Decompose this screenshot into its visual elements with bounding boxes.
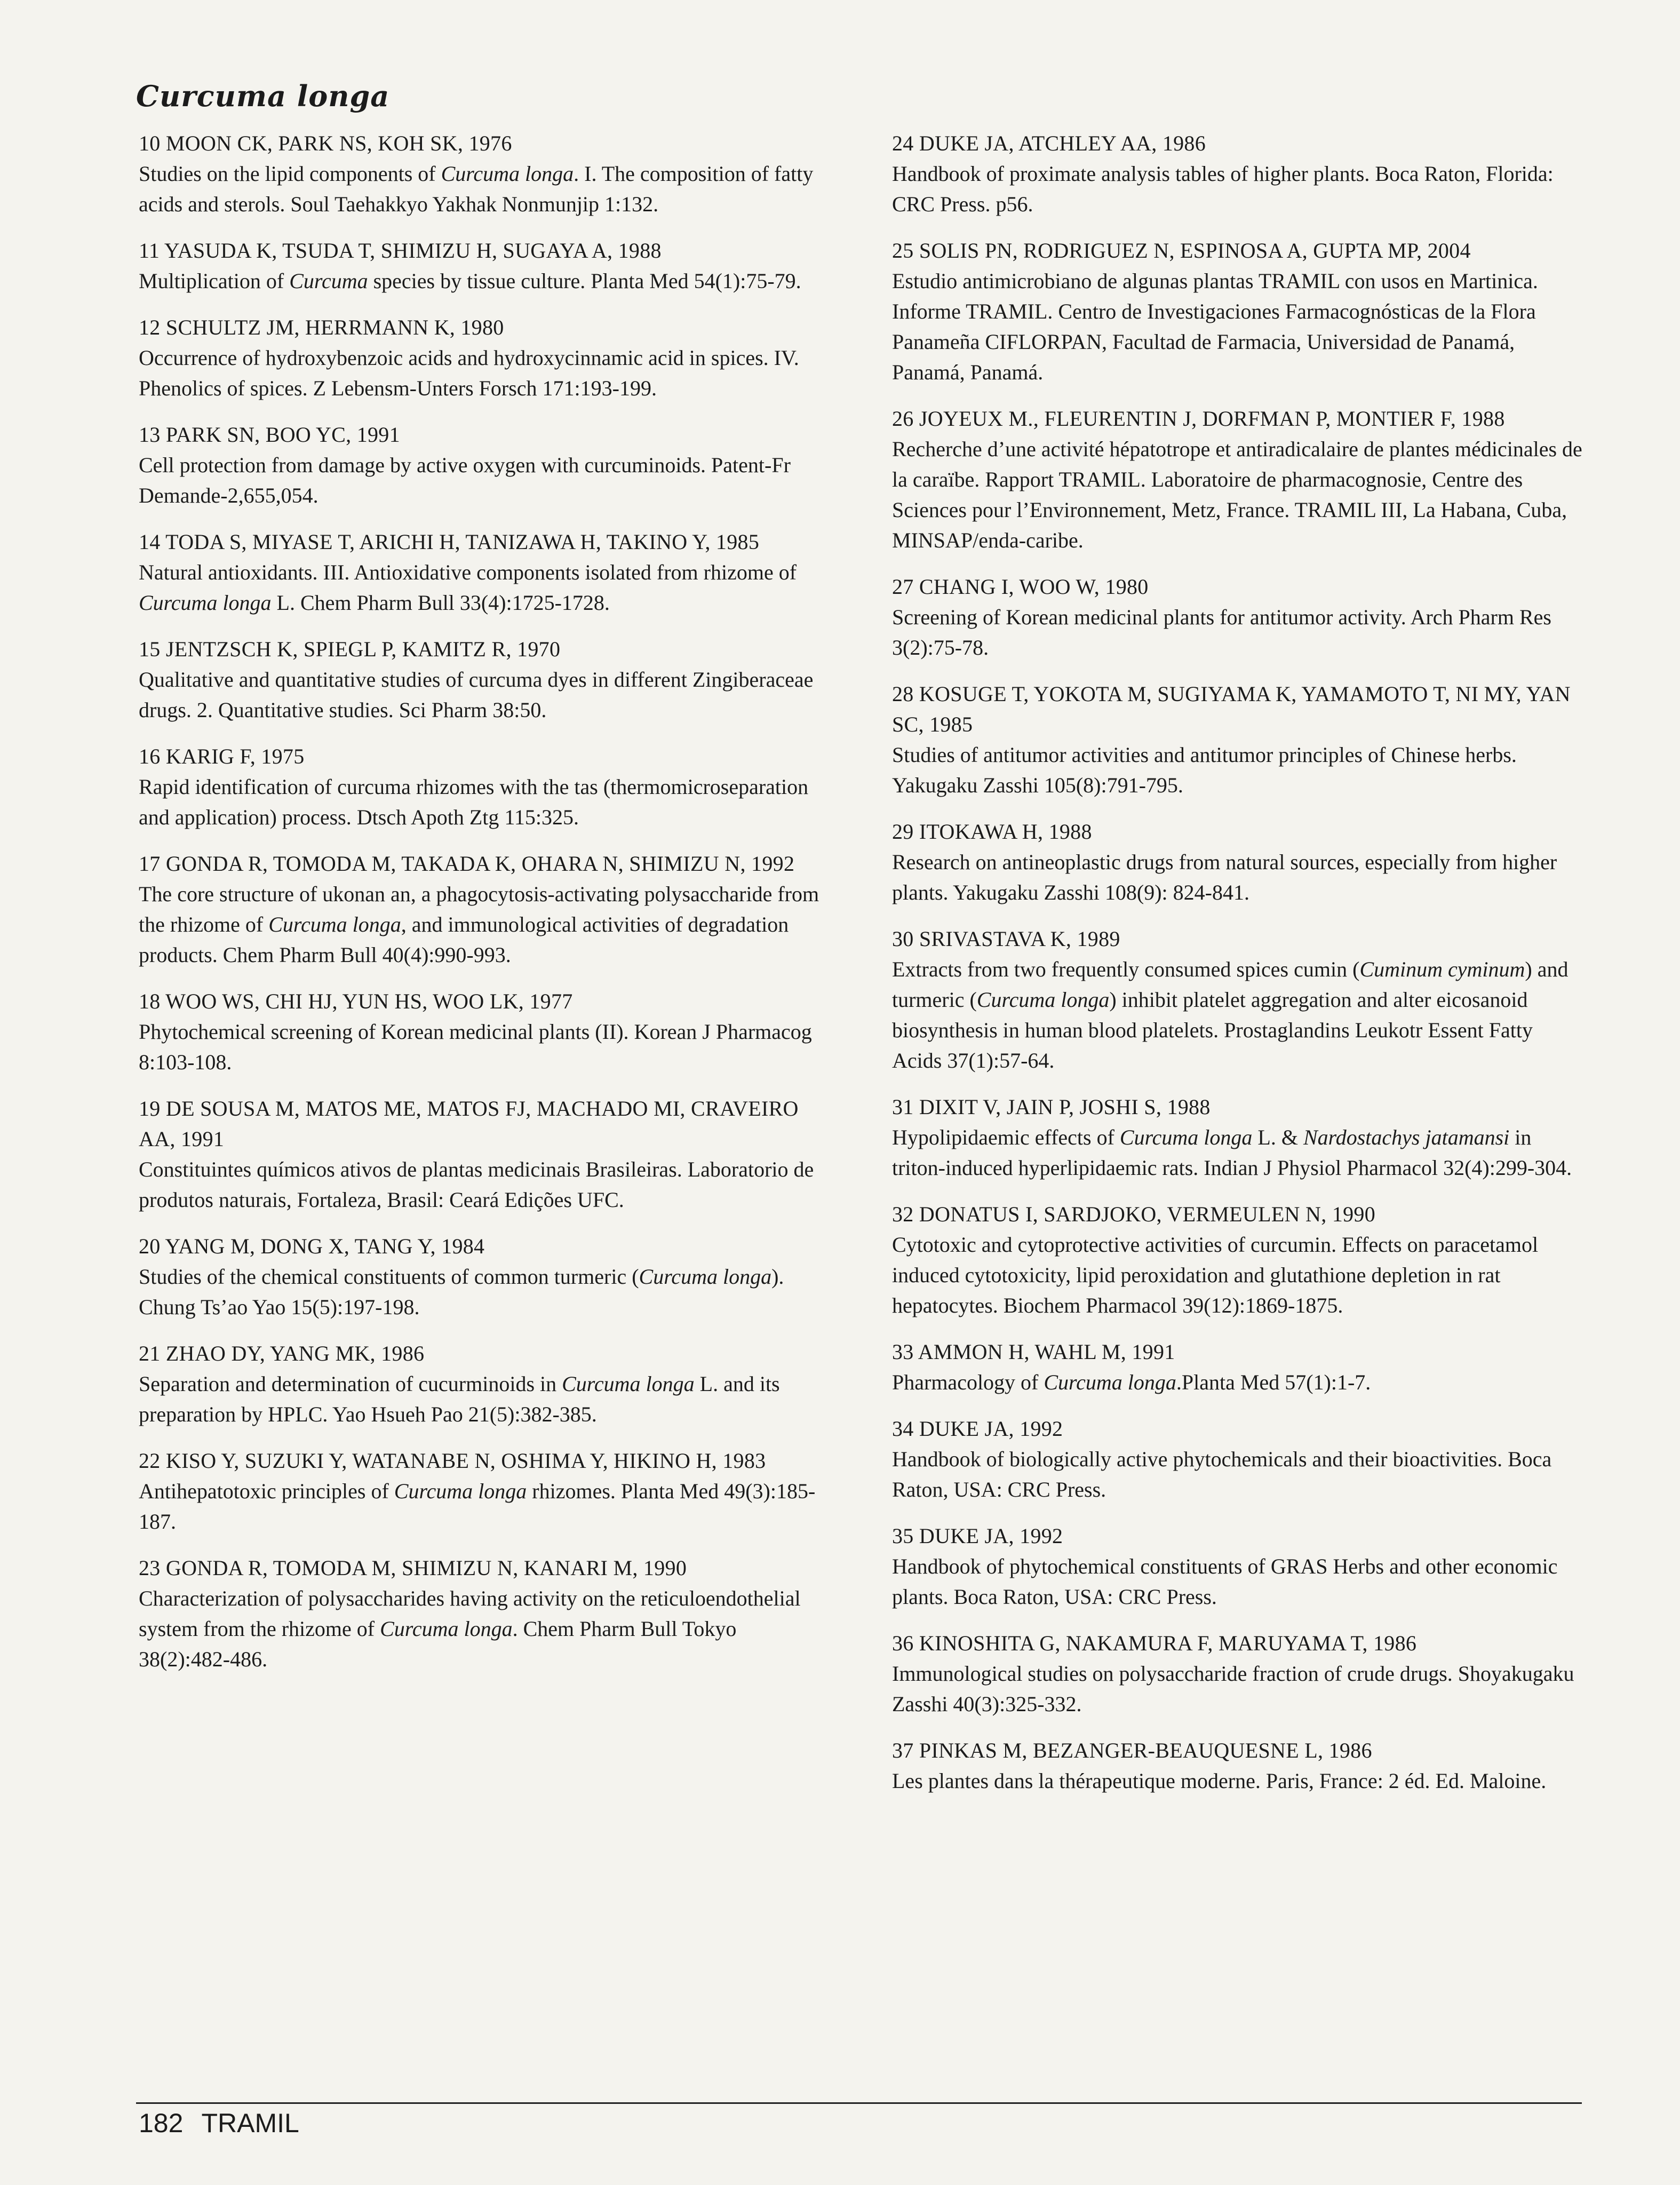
citation-text: Immunological studies on polysaccharide fraction of crude drugs. Shoyakugaku Zasshi 40(3):325-332. <box>892 1662 1574 1716</box>
reference-authors: 11 YASUDA K, TSUDA T, SHIMIZU H, SUGAYA A, 1988 <box>139 239 662 263</box>
reference-entry <box>892 1735 1586 1796</box>
reference-authors: 34 DUKE JA, 1992 <box>892 1417 1063 1441</box>
citation-text: Phytochemical screening of Korean medicinal plants (II). Korean J Pharmacog 8:103-108. <box>139 1020 812 1074</box>
reference-citation <box>892 1658 1586 1719</box>
reference-authors: 25 SOLIS PN, RODRIGUEZ N, ESPINOSA A, GUPTA MP, 2004 <box>892 239 1471 263</box>
citation-text: ) and turmeric ( <box>892 957 1568 1012</box>
citation-text: Recherche d’une activité hépatotrope et antiradicalaire de plantes médicinales de la caraïbe. Rapport TRAMIL. Laboratoire de pharmacognosie, Centre des Sciences pour l’Environnement, Metz, France. TRAMIL III, La Habana, Cuba, MINSAP/enda-caribe. <box>892 437 1582 552</box>
citation-text: L. Chem Pharm Bull 33(4):1725-1728. <box>271 591 610 615</box>
reference-authors: 33 AMMON H, WAHL M, 1991 <box>892 1340 1175 1364</box>
species-name: Curcuma longa <box>268 912 401 936</box>
citation-text: ) inhibit platelet aggregation and alter eicosanoid biosynthesis in human blood platelets. Prostaglandins Leukotr Essent Fatty Acids 37(1):57-64. <box>892 988 1533 1072</box>
reference-citation <box>892 1766 1586 1796</box>
reference-entry <box>892 1413 1586 1505</box>
citation-text: in triton-induced hyperlipidaemic rats. Indian J Physiol Pharmacol 32(4):299-304. <box>892 1125 1572 1180</box>
reference-citation <box>139 266 832 296</box>
citation-text: ). Chung Ts’ao Yao 15(5):197-198. <box>139 1265 784 1319</box>
reference-entry <box>139 1338 832 1429</box>
citation-text: Estudio antimicrobiano de algunas plantas TRAMIL con usos en Martinica. Informe TRAMIL. Centro de Investigaciones Farmacognósticas de la Flora Panameña CIFLORPAN, Facultad de Farmacia, Universidad de Panamá, Panamá, Panamá. <box>892 269 1538 384</box>
citation-text: Hypolipidaemic effects of <box>892 1125 1120 1149</box>
species-name: Nardostachys jatamansi <box>1303 1125 1510 1149</box>
reference-citation <box>139 1261 832 1322</box>
reference-citation <box>139 772 832 832</box>
reference-entry <box>139 741 832 832</box>
citation-text: Pharmacology of <box>892 1370 1044 1394</box>
reference-citation <box>892 1444 1586 1505</box>
reference-entry <box>139 312 832 403</box>
reference-citation <box>139 343 832 403</box>
reference-authors: 18 WOO WS, CHI HJ, YUN HS, WOO LK, 1977 <box>139 989 573 1013</box>
running-head: Curcuma longa <box>136 79 390 113</box>
citation-text: Rapid identification of curcuma rhizomes with the tas (thermomicroseparation and application) process. Dtsch Apoth Ztg 115:325. <box>139 775 809 829</box>
reference-authors: 35 DUKE JA, 1992 <box>892 1524 1063 1548</box>
species-name: Curcuma longa <box>139 591 272 615</box>
species-name: Curcuma longa <box>1119 1125 1253 1149</box>
citation-text: rhizomes. Planta Med 49(3):185-187. <box>139 1479 816 1534</box>
reference-citation <box>892 1229 1586 1321</box>
reference-entry <box>139 235 832 296</box>
citation-text: Studies of antitumor activities and antitumor principles of Chinese herbs. Yakugaku Zasshi 105(8):791-795. <box>892 743 1517 797</box>
reference-entry <box>892 403 1586 555</box>
species-name: Curcuma longa <box>639 1265 772 1289</box>
reference-citation <box>139 557 832 618</box>
reference-entry <box>892 1521 1586 1612</box>
citation-text: Multiplication of <box>139 269 290 293</box>
reference-authors: 24 DUKE JA, ATCHLEY AA, 1986 <box>892 131 1206 155</box>
reference-entry <box>892 1628 1586 1719</box>
reference-citation <box>139 1154 832 1215</box>
citation-text: Les plantes dans la thérapeutique moderne. Paris, France: 2 éd. Ed. Maloine. <box>892 1769 1547 1793</box>
reference-citation <box>892 954 1586 1076</box>
reference-entry <box>139 1553 832 1674</box>
citation-text: Studies on the lipid components of <box>139 162 441 186</box>
reference-authors: 12 SCHULTZ JM, HERRMANN K, 1980 <box>139 315 504 339</box>
citation-text: The core structure of ukonan an, a phagocytosis-activating polysaccharide from the rhizome of <box>139 882 819 936</box>
reference-authors: 36 KINOSHITA G, NAKAMURA F, MARUYAMA T, 1986 <box>892 1631 1417 1655</box>
reference-citation <box>892 847 1586 908</box>
citation-text: species by tissue culture. Planta Med 54(1):75-79. <box>368 269 801 293</box>
citation-text: Handbook of phytochemical constituents of GRAS Herbs and other economic plants. Boca Raton, USA: CRC Press. <box>892 1554 1558 1609</box>
reference-citation <box>892 434 1586 555</box>
reference-citation <box>892 740 1586 800</box>
species-name: Curcuma longa <box>380 1617 513 1641</box>
reference-entry <box>892 571 1586 663</box>
species-name: Curcuma longa <box>1044 1370 1176 1394</box>
citation-text: Cell protection from damage by active oxygen with curcuminoids. Patent-Fr Demande-2,655,054. <box>139 453 791 507</box>
reference-authors: 37 PINKAS M, BEZANGER-BEAUQUESNE L, 1986 <box>892 1738 1372 1762</box>
reference-entry <box>139 1231 832 1322</box>
species-name: Curcuma longa <box>562 1372 695 1396</box>
reference-authors: 27 CHANG I, WOO W, 1980 <box>892 575 1149 599</box>
citation-text: Antihepatotoxic principles of <box>139 1479 394 1503</box>
citation-text: Separation and determination of cucurminoids in <box>139 1372 562 1396</box>
reference-entry <box>892 1199 1586 1321</box>
reference-citation <box>139 879 832 970</box>
reference-entry <box>139 1093 832 1215</box>
reference-authors: 13 PARK SN, BOO YC, 1991 <box>139 423 400 447</box>
species-name: Curcuma <box>289 269 368 293</box>
reference-citation <box>892 266 1586 387</box>
reference-citation <box>892 602 1586 663</box>
citation-text: Occurrence of hydroxybenzoic acids and hydroxycinnamic acid in spices. IV. Phenolics of spices. Z Lebensm-Unters Forsch 171:193-199. <box>139 346 799 400</box>
reference-authors: 23 GONDA R, TOMODA M, SHIMIZU N, KANARI M, 1990 <box>139 1556 687 1580</box>
reference-entry <box>892 128 1586 219</box>
citation-text: Screening of Korean medicinal plants for antitumor activity. Arch Pharm Res 3(2):75-78. <box>892 605 1551 660</box>
reference-column-left <box>139 128 832 1690</box>
citation-text: Handbook of proximate analysis tables of higher plants. Boca Raton, Florida: CRC Press. p56. <box>892 162 1554 216</box>
reference-citation <box>139 450 832 511</box>
reference-entry <box>139 634 832 725</box>
reference-authors: 17 GONDA R, TOMODA M, TAKADA K, OHARA N, SHIMIZU N, 1992 <box>139 852 795 876</box>
reference-authors: 20 YANG M, DONG X, TANG Y, 1984 <box>139 1234 485 1258</box>
reference-authors: 32 DONATUS I, SARDJOKO, VERMEULEN N, 1990 <box>892 1202 1376 1226</box>
citation-text: Characterization of polysaccharides having activity on the reticuloendothelial system from the rhizome of <box>139 1586 801 1641</box>
reference-authors: 16 KARIG F, 1975 <box>139 744 305 768</box>
page-number: 182 <box>139 2108 184 2138</box>
reference-citation <box>892 158 1586 219</box>
citation-text: Handbook of biologically active phytochemicals and their bioactivities. Boca Raton, USA: CRC Press. <box>892 1447 1552 1501</box>
footer-rule <box>136 2102 1582 2104</box>
species-name: Curcuma longa <box>394 1479 527 1503</box>
reference-citation <box>892 1122 1586 1183</box>
reference-entry <box>139 128 832 219</box>
reference-authors: 21 ZHAO DY, YANG MK, 1986 <box>139 1341 425 1365</box>
citation-text: . I. The composition of fatty acids and sterols. Soul Taehakkyo Yakhak Nonmunjip 1:132. <box>139 162 814 216</box>
reference-entry <box>139 848 832 970</box>
citation-text: , and immunological activities of degradation products. Chem Pharm Bull 40(4):990-993. <box>139 912 789 967</box>
reference-authors: 10 MOON CK, PARK NS, KOH SK, 1976 <box>139 131 512 155</box>
reference-entry <box>139 527 832 618</box>
reference-citation <box>892 1551 1586 1612</box>
species-name: Curcuma longa <box>441 162 574 186</box>
reference-citation <box>139 664 832 725</box>
reference-entry <box>892 816 1586 908</box>
citation-text: . Chem Pharm Bull Tokyo 38(2):482-486. <box>139 1617 737 1671</box>
citation-text: L. & <box>1252 1125 1303 1149</box>
reference-citation <box>892 1367 1586 1397</box>
reference-citation <box>139 1016 832 1077</box>
reference-entry <box>139 419 832 511</box>
reference-authors: 14 TODA S, MIYASE T, ARICHI H, TANIZAWA H, TAKINO Y, 1985 <box>139 530 760 554</box>
citation-text: Research on antineoplastic drugs from natural sources, especially from higher plants. Yakugaku Zasshi 108(9): 824-841. <box>892 850 1557 904</box>
citation-text: Cytotoxic and cytoprotective activities of curcumin. Effects on paracetamol induced cytotoxicity, lipid peroxidation and glutathione depletion in rat hepatocytes. Biochem Pharmacol 39(12):1869-1875. <box>892 1233 1539 1317</box>
reference-citation <box>139 1476 832 1537</box>
page-footer <box>139 2108 317 2139</box>
reference-entry <box>892 1092 1586 1183</box>
citation-text: Natural antioxidants. III. Antioxidative components isolated from rhizome of <box>139 560 797 584</box>
reference-authors: 15 JENTZSCH K, SPIEGL P, KAMITZ R, 1970 <box>139 637 561 661</box>
reference-authors: 19 DE SOUSA M, MATOS ME, MATOS FJ, MACHADO MI, CRAVEIRO AA, 1991 <box>139 1097 799 1151</box>
reference-authors: 31 DIXIT V, JAIN P, JOSHI S, 1988 <box>892 1095 1211 1119</box>
reference-citation <box>139 1369 832 1429</box>
species-name: Curcuma longa <box>976 988 1110 1012</box>
reference-entry <box>892 924 1586 1076</box>
reference-column-right <box>892 128 1586 1812</box>
citation-text: .Planta Med 57(1):1-7. <box>1176 1370 1371 1394</box>
reference-authors: 28 KOSUGE T, YOKOTA M, SUGIYAMA K, YAMAMOTO T, NI MY, YAN SC, 1985 <box>892 682 1571 736</box>
citation-text: L. and its preparation by HPLC. Yao Hsueh Pao 21(5):382-385. <box>139 1372 780 1426</box>
citation-text: Constituintes químicos ativos de plantas medicinais Brasileiras. Laboratorio de produtos naturais, Fortaleza, Brasil: Ceará Edições UFC. <box>139 1157 814 1212</box>
reference-entry <box>892 1337 1586 1397</box>
reference-entry <box>139 986 832 1077</box>
reference-entry <box>892 679 1586 800</box>
citation-text: Qualitative and quantitative studies of curcuma dyes in different Zingiberaceae drugs. 2. Quantitative studies. Sci Pharm 38:50. <box>139 668 814 722</box>
reference-citation <box>139 158 832 219</box>
footer-publisher: TRAMIL <box>201 2108 299 2138</box>
reference-citation <box>139 1583 832 1674</box>
reference-authors: 22 KISO Y, SUZUKI Y, WATANABE N, OSHIMA Y, HIKINO H, 1983 <box>139 1449 766 1473</box>
reference-entry <box>139 1445 832 1537</box>
species-name: Cuminum cyminum <box>1359 957 1525 981</box>
reference-entry <box>892 235 1586 387</box>
reference-authors: 29 ITOKAWA H, 1988 <box>892 820 1092 844</box>
reference-authors: 30 SRIVASTAVA K, 1989 <box>892 927 1120 951</box>
citation-text: Extracts from two frequently consumed spices cumin ( <box>892 957 1360 981</box>
reference-authors: 26 JOYEUX M., FLEURENTIN J, DORFMAN P, MONTIER F, 1988 <box>892 407 1505 431</box>
citation-text: Studies of the chemical constituents of common turmeric ( <box>139 1265 639 1289</box>
